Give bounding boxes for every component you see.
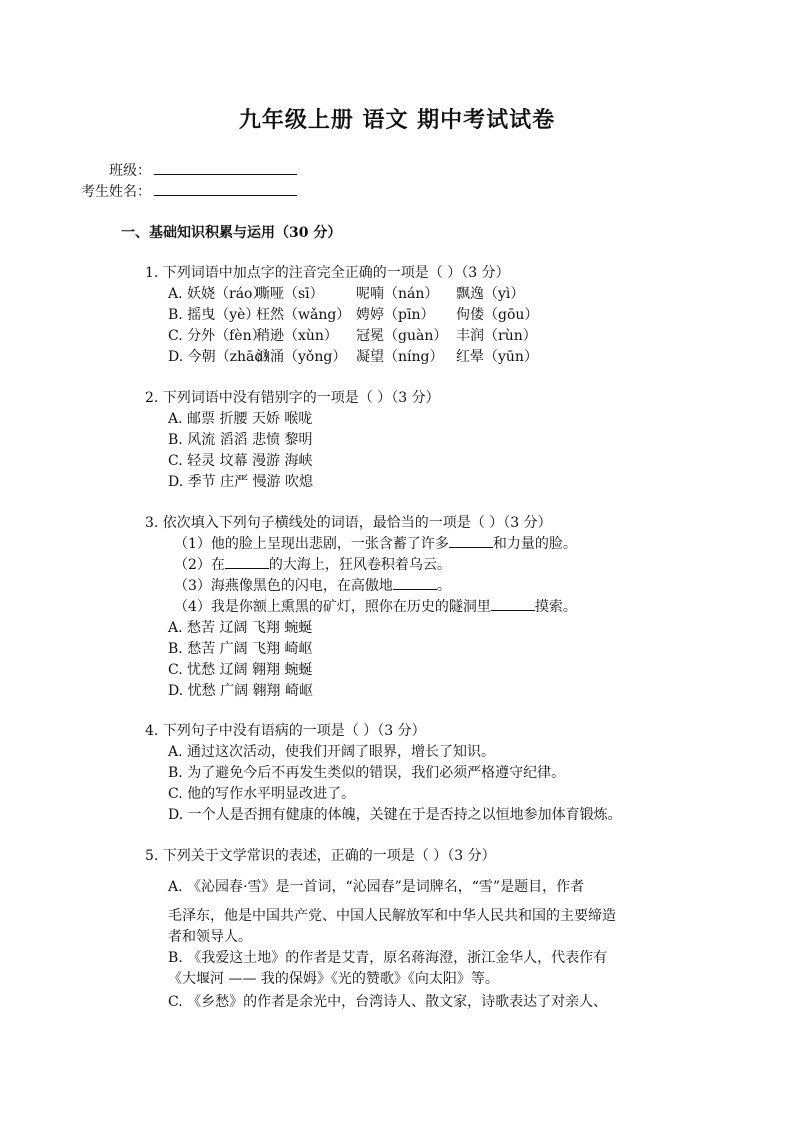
question-5-option-b-line-1: B. 《我爱这土地》的作者是艾青，原名蒋海澄，浙江金华人，代表作有	[168, 950, 608, 966]
question-5-option-a-line-2: 毛泽东，他是中国共产党、中国人民解放军和中华人民共和国的主要缔造	[168, 908, 616, 924]
option-cell: C. 分外（fèn）	[168, 328, 266, 344]
question-2-option-c: C. 轻灵 坟幕 漫游 海峡	[168, 453, 313, 469]
sentence-text: （1）他的脸上呈现出悲剧，一张含蓄了许多	[174, 536, 449, 552]
option-cell: 汹涌（yǒng）	[256, 349, 347, 365]
sentence-text: 的大海上，狂风卷积着乌云。	[268, 557, 451, 573]
option-cell: 丰润（rùn）	[456, 328, 537, 344]
question-4-option-c: C. 他的写作水平明显改进了。	[168, 786, 356, 802]
option-cell: A. 妖娆（ráo）	[168, 286, 267, 302]
question-1-option-b	[168, 305, 556, 326]
fill-blank	[491, 598, 535, 611]
question-2-stem: 2. 下列词语中没有错别字的一项是（ ）（3 分）	[145, 390, 440, 406]
question-3-option-c: C. 忧愁 辽阔 翱翔 蜿蜒	[168, 662, 313, 678]
question-1-option-a	[168, 284, 556, 305]
question-3-sentence-3	[174, 576, 451, 597]
option-cell: 凝望（níng）	[356, 349, 444, 365]
question-5-option-a-line-3: 者和领导人。	[168, 929, 252, 945]
sentence-text: （2）在	[174, 557, 225, 573]
option-cell: 冠冕（guàn）	[356, 328, 448, 344]
question-5-option-c-line-1: C. 《乡愁》的作者是余光中，台湾诗人、散文家，诗歌表达了对亲人、	[168, 994, 608, 1010]
question-1-stem: 1. 下列词语中加点字的注音完全正确的一项是（ ）（3 分）	[145, 265, 510, 281]
question-3-option-a: A. 愁苦 辽阔 飞翔 蜿蜒	[168, 620, 313, 636]
option-cell: 枉然（wǎng）	[256, 307, 351, 323]
fill-blank	[393, 577, 437, 590]
name-label: 考生姓名：	[81, 184, 151, 200]
class-label: 班级：	[109, 163, 151, 179]
option-cell: 佝偻（gōu）	[456, 307, 539, 323]
fill-blank	[449, 535, 493, 548]
question-3-sentence-2	[174, 555, 451, 576]
question-5-stem: 5. 下列关于文学常识的表述，正确的一项是（ ）（3 分）	[145, 848, 496, 864]
question-1-option-d	[168, 347, 556, 368]
option-cell: 呢喃（nán）	[356, 286, 439, 302]
option-cell: 娉婷（pīn）	[356, 307, 435, 323]
question-4-option-a: A. 通过这次活动，使我们开阔了眼界，增长了知识。	[168, 744, 496, 760]
question-3-stem: 3. 依次填入下列句子横线处的词语，最恰当的一项是（ ）（3 分）	[145, 515, 552, 531]
question-4-option-d: D. 一个人是否拥有健康的体魄，关键在于是否持之以恒地参加体育锻炼。	[168, 807, 622, 823]
option-cell: D. 今朝（zhāo）	[168, 349, 277, 365]
question-3-sentence-1	[174, 534, 577, 555]
fill-blank	[225, 556, 269, 569]
name-row	[71, 181, 297, 201]
question-5-option-a-line-1: A. 《沁园春·雪》是一首词，“沁园春”是词牌名，“雪”是题目，作者	[168, 879, 585, 895]
question-4-option-b: B. 为了避免今后不再发生类似的错误，我们必须严格遵守纪律。	[168, 765, 566, 781]
option-cell: 红晕（yūn）	[456, 349, 538, 365]
sentence-text: 摸索。	[534, 599, 577, 615]
option-cell: 嘶哑（sī）	[256, 286, 324, 302]
sentence-text: 。	[436, 578, 451, 594]
question-3-option-b: B. 愁苦 广阔 飞翔 崎岖	[168, 641, 313, 657]
question-5-option-b-line-2: 《大堰河 —— 我的保姆》《光的赞歌》《向太阳》等。	[168, 971, 499, 987]
sentence-text: 和力量的脸。	[492, 536, 577, 552]
question-4-stem: 4. 下列句子中没有语病的一项是（ ）（3 分）	[145, 723, 426, 739]
question-2-option-b: B. 风流 滔滔 悲愤 黎明	[168, 432, 313, 448]
question-3-sentence-4	[174, 597, 577, 618]
class-row	[71, 160, 297, 180]
question-2-option-d: D. 季节 庄严 慢游 吹熄	[168, 474, 313, 490]
option-cell: B. 摇曳（yè）	[168, 307, 260, 323]
option-cell: 飘逸（yì）	[456, 286, 525, 302]
section-title: 一、基础知识积累与运用（30 分）	[121, 225, 342, 241]
exam-title: 九年级上册 语文 期中考试试卷	[238, 107, 556, 133]
class-field[interactable]	[154, 160, 297, 175]
option-cell: 稍逊（xùn）	[256, 328, 338, 344]
question-2-option-a: A. 邮票 折腰 天娇 喉咙	[168, 411, 313, 427]
name-field[interactable]	[154, 181, 297, 196]
sentence-text: （3）海燕像黑色的闪电，在高傲地	[174, 578, 393, 594]
question-3-option-d: D. 忧愁 广阔 翱翔 崎岖	[168, 683, 313, 699]
question-1-option-c	[168, 326, 556, 347]
sentence-text: （4）我是你额上熏黑的矿灯，照你在历史的隧洞里	[174, 599, 491, 615]
